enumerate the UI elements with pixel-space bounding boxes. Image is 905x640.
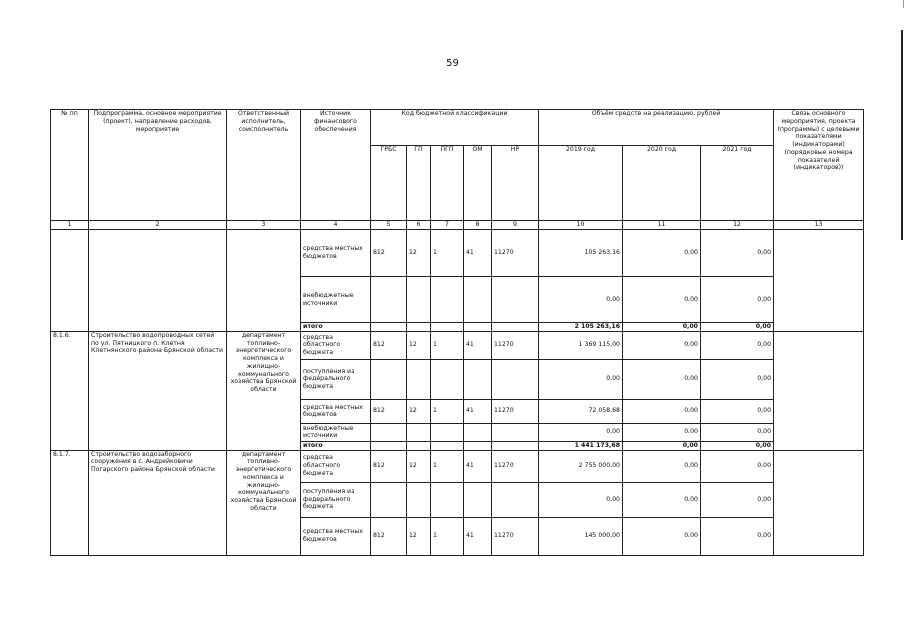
- page-number: 59: [446, 58, 459, 69]
- gp-cell: 12: [407, 517, 431, 555]
- header-link: Связь основного мероприятия, проекта (программы) с целевыми показателями (индикаторами) (порядковые номера показателей (индикаторов)): [774, 110, 864, 221]
- nr-cell: 11270: [492, 450, 539, 482]
- grbs-cell: 812: [371, 517, 407, 555]
- budget-table: [50, 109, 864, 556]
- total-2019: 1 441 173,68: [539, 441, 623, 450]
- nr-cell: [492, 423, 539, 441]
- om-cell: [464, 277, 492, 323]
- table-row: [51, 450, 864, 482]
- column-number: 9: [492, 221, 539, 230]
- gp-cell: [407, 359, 431, 399]
- source-cell: средства местных бюджетов: [301, 399, 371, 423]
- total-2020: 0,00: [623, 323, 701, 332]
- source-cell: внебюджетные источники: [301, 277, 371, 323]
- amount-2019: 0,00: [539, 423, 623, 441]
- header-nr: НР: [492, 146, 539, 221]
- amount-2019: 0,00: [539, 359, 623, 399]
- header-funds: Объём средств на реализацию, рублей: [539, 110, 774, 146]
- column-number: 4: [301, 221, 371, 230]
- om-cell: 41: [464, 450, 492, 482]
- executor-cell: [227, 230, 301, 332]
- column-number: 7: [431, 221, 464, 230]
- source-cell: средства местных бюджетов: [301, 517, 371, 555]
- om-cell: [464, 359, 492, 399]
- nr-cell: [492, 482, 539, 517]
- grbs-cell: [371, 423, 407, 441]
- source-cell: средства областного бюджета: [301, 450, 371, 482]
- link-cell: [774, 450, 864, 555]
- om-cell: [464, 482, 492, 517]
- executor-cell: департамент топливно-энергетического комплекса и жилищно-коммунального хозяйства Брянской области: [227, 331, 301, 450]
- column-number: 10: [539, 221, 623, 230]
- amount-2019: 0,00: [539, 482, 623, 517]
- amount-2020: 0,00: [623, 230, 701, 277]
- column-number-row: [51, 221, 864, 230]
- row-number-cell: 8.1.7.: [51, 450, 89, 555]
- column-number: 2: [89, 221, 227, 230]
- amount-2019: 1 369 115,00: [539, 331, 623, 359]
- amount-2019: 145 000,00: [539, 517, 623, 555]
- column-number: 6: [407, 221, 431, 230]
- total-2021: 0,00: [701, 441, 774, 450]
- column-number: 1: [51, 221, 89, 230]
- grbs-cell: 812: [371, 450, 407, 482]
- amount-2021: 0,00: [701, 482, 774, 517]
- om-cell: 41: [464, 517, 492, 555]
- amount-2019: 105 263,16: [539, 230, 623, 277]
- total-label: итого: [301, 441, 371, 450]
- amount-2020: 0,00: [623, 517, 701, 555]
- amount-2021: 0,00: [701, 450, 774, 482]
- pgp-cell: 1: [431, 517, 464, 555]
- amount-2021: 0,00: [701, 517, 774, 555]
- amount-2020: 0,00: [623, 450, 701, 482]
- amount-2020: 0,00: [623, 482, 701, 517]
- source-cell: средства местных бюджетов: [301, 230, 371, 277]
- table-row: [51, 230, 864, 277]
- amount-2020: 0,00: [623, 359, 701, 399]
- amount-2021: 0,00: [701, 230, 774, 277]
- header-executor: Ответственный исполнитель, соисполнитель: [227, 110, 301, 221]
- grbs-cell: [371, 482, 407, 517]
- nr-cell: [492, 277, 539, 323]
- amount-2020: 0,00: [623, 277, 701, 323]
- grbs-cell: 812: [371, 331, 407, 359]
- amount-2020: 0,00: [623, 399, 701, 423]
- link-cell: [774, 230, 864, 332]
- header-num: № пп: [51, 110, 89, 221]
- gp-cell: 12: [407, 450, 431, 482]
- gp-cell: 12: [407, 230, 431, 277]
- program-cell: Строительство водозаборного сооружения в с. Андрейковичи Погарского района Брянской области: [89, 450, 227, 555]
- amount-2019: 0,00: [539, 277, 623, 323]
- om-cell: 41: [464, 331, 492, 359]
- grbs-cell: 812: [371, 399, 407, 423]
- source-cell: поступления из федерального бюджета: [301, 359, 371, 399]
- header-row-top: [51, 110, 864, 146]
- column-number: 11: [623, 221, 701, 230]
- header-2019: 2019 год: [539, 146, 623, 221]
- amount-2020: 0,00: [623, 423, 701, 441]
- amount-2021: 0,00: [701, 331, 774, 359]
- header-2021: 2021 год: [701, 146, 774, 221]
- nr-cell: 11270: [492, 517, 539, 555]
- pgp-cell: [431, 277, 464, 323]
- column-number: 5: [371, 221, 407, 230]
- table-row: [51, 331, 864, 359]
- amount-2021: 0,00: [701, 359, 774, 399]
- row-number-cell: [51, 230, 89, 332]
- total-2021: 0,00: [701, 323, 774, 332]
- gp-cell: [407, 277, 431, 323]
- amount-2019: 2 755 000,00: [539, 450, 623, 482]
- row-number-cell: 8.1.6.: [51, 331, 89, 450]
- scan-tick-mark: [903, 0, 904, 8]
- total-label: итого: [301, 323, 371, 332]
- pgp-cell: [431, 359, 464, 399]
- header-gp: ГП: [407, 146, 431, 221]
- grbs-cell: 812: [371, 230, 407, 277]
- amount-2021: 0,00: [701, 423, 774, 441]
- column-number: 3: [227, 221, 301, 230]
- amount-2021: 0,00: [701, 277, 774, 323]
- executor-cell: департамент топливно-энергетического комплекса и жилищно-коммунального хозяйства Брянской области: [227, 450, 301, 555]
- om-cell: [464, 423, 492, 441]
- nr-cell: [492, 359, 539, 399]
- header-program: Подпрограмма, основное мероприятие (проект), направление расходов, мероприятие: [89, 110, 227, 221]
- nr-cell: 11270: [492, 331, 539, 359]
- header-pgp: ПГП: [431, 146, 464, 221]
- gp-cell: [407, 482, 431, 517]
- source-cell: внебюджетные источники: [301, 423, 371, 441]
- grbs-cell: [371, 359, 407, 399]
- gp-cell: [407, 423, 431, 441]
- amount-2020: 0,00: [623, 331, 701, 359]
- amount-2019: 72 058,68: [539, 399, 623, 423]
- nr-cell: 11270: [492, 230, 539, 277]
- column-number: 13: [774, 221, 864, 230]
- program-cell: [89, 230, 227, 332]
- total-2020: 0,00: [623, 441, 701, 450]
- pgp-cell: 1: [431, 230, 464, 277]
- om-cell: 41: [464, 230, 492, 277]
- header-grbs: ГРБС: [371, 146, 407, 221]
- nr-cell: 11270: [492, 399, 539, 423]
- grbs-cell: [371, 277, 407, 323]
- gp-cell: 12: [407, 331, 431, 359]
- gp-cell: 12: [407, 399, 431, 423]
- source-cell: поступления из федерального бюджета: [301, 482, 371, 517]
- column-number: 8: [464, 221, 492, 230]
- pgp-cell: 1: [431, 331, 464, 359]
- header-om: ОМ: [464, 146, 492, 221]
- column-number: 12: [701, 221, 774, 230]
- header-2020: 2020 год: [623, 146, 701, 221]
- link-cell: [774, 331, 864, 450]
- pgp-cell: [431, 423, 464, 441]
- pgp-cell: 1: [431, 450, 464, 482]
- total-2019: 2 105 263,16: [539, 323, 623, 332]
- amount-2021: 0,00: [701, 399, 774, 423]
- om-cell: 41: [464, 399, 492, 423]
- source-cell: средства областного бюджета: [301, 331, 371, 359]
- program-cell: Строительство водопроводных сетей по ул. Пятницкого п. Клетня Клетнянского района Брянской области: [89, 331, 227, 450]
- header-budget-code: Код бюджетной классификации: [371, 110, 539, 146]
- pgp-cell: [431, 482, 464, 517]
- pgp-cell: 1: [431, 399, 464, 423]
- header-source: Источник финансового обеспечения: [301, 110, 371, 221]
